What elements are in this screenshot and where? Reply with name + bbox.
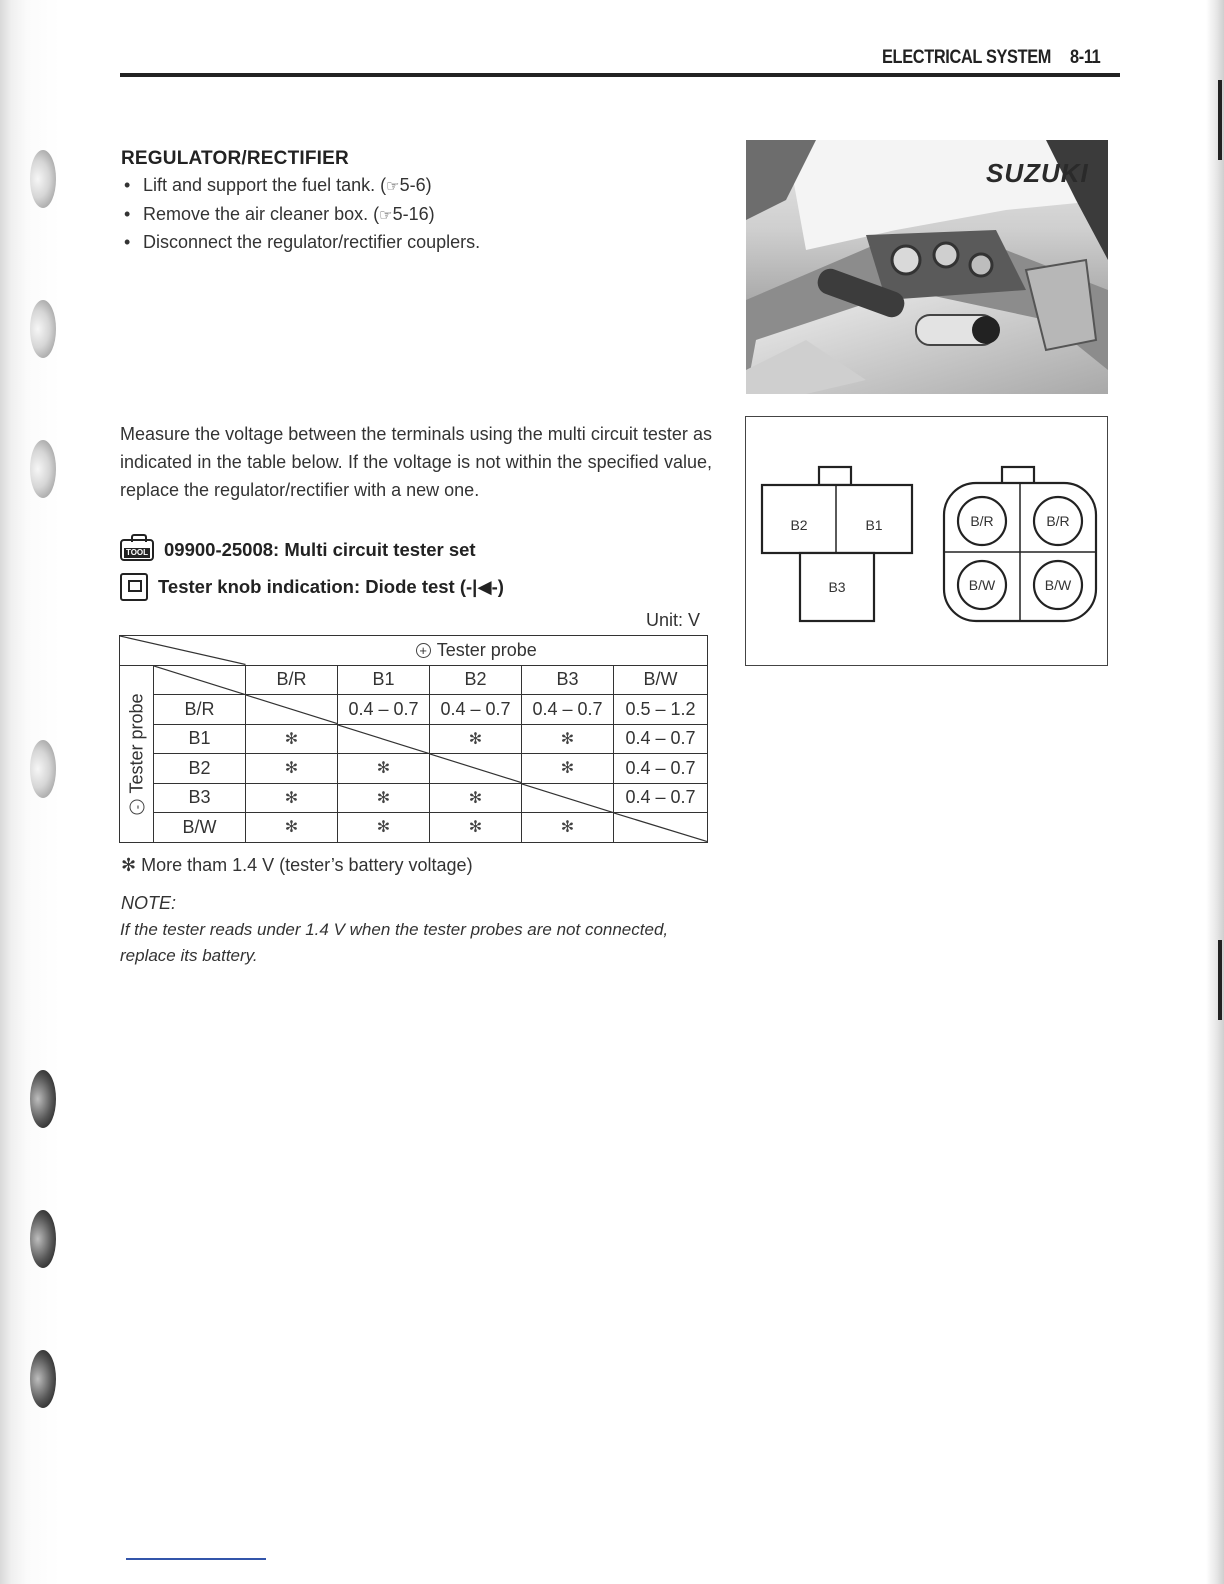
terminal-label: B3 xyxy=(828,579,846,595)
instruction-paragraph: Measure the voltage between the terminals using the multi circuit tester as indicated in the table below. If the voltage is not within the specified value, replace the regulator/rectifier with a new one. xyxy=(120,424,712,500)
punch-hole xyxy=(30,150,56,208)
value-cell: ✻ xyxy=(338,813,430,843)
punch-hole xyxy=(30,300,56,358)
value-cell: ✻ xyxy=(338,754,430,784)
knob-line: Tester knob indication: Diode test (-|◀-) xyxy=(120,573,504,601)
value-cell: ✻ xyxy=(246,813,338,843)
value-cell: 0.5 – 1.2 xyxy=(614,695,708,725)
regulator-photo xyxy=(746,140,1108,394)
punch-hole xyxy=(30,440,56,498)
step-item: • Remove the air cleaner box. (☞5-16) xyxy=(124,203,435,224)
punch-hole xyxy=(30,740,56,798)
value-cell: 0.4 – 0.7 xyxy=(338,695,430,725)
value-cell: ✻ xyxy=(246,724,338,754)
table-row xyxy=(120,754,708,784)
diagonal-cell xyxy=(246,695,338,725)
header-diagonal-cell xyxy=(154,665,246,695)
step-ref: 5-16 xyxy=(392,203,429,224)
terminal-label: B/W xyxy=(1044,577,1072,593)
page-header xyxy=(882,47,1100,69)
corner-cell xyxy=(120,636,246,666)
diagonal-cell xyxy=(522,783,614,813)
header-section: ELECTRICAL SYSTEM xyxy=(882,47,1052,68)
punch-hole xyxy=(30,1350,56,1408)
negative-probe-header: -Tester probe xyxy=(120,665,154,842)
section-title: REGULATOR/RECTIFIER xyxy=(121,148,349,169)
value-cell: ✻ xyxy=(246,783,338,813)
step-list xyxy=(124,172,480,257)
value-cell: ✻ xyxy=(522,813,614,843)
page-edge-mark xyxy=(1218,940,1222,1020)
tool-line xyxy=(120,539,476,561)
binder-edge xyxy=(0,0,60,1584)
punch-hole xyxy=(30,1070,56,1128)
col-header: B/W xyxy=(614,665,708,695)
col-header: B3 xyxy=(522,665,614,695)
row-header: B3 xyxy=(154,783,246,813)
photo-brand-text: SUZUKI xyxy=(986,158,1089,188)
coupler-terminals-diagram xyxy=(746,417,1106,664)
value-cell: 0.4 – 0.7 xyxy=(430,695,522,725)
page-edge-mark xyxy=(1218,80,1222,160)
terminal-label: B2 xyxy=(790,517,808,533)
value-cell: ✻ xyxy=(338,783,430,813)
unit-label: Unit: V xyxy=(646,610,701,630)
value-cell: ✻ xyxy=(430,813,522,843)
punch-hole xyxy=(30,1210,56,1268)
step-item: • Disconnect the regulator/rectifier couplers. xyxy=(124,232,481,252)
header-rule xyxy=(120,73,1120,77)
positive-probe-header: + Tester probe xyxy=(246,636,708,666)
diagonal-cell xyxy=(614,813,708,843)
knob-text: Tester knob indication: Diode test ( xyxy=(158,576,467,597)
diagonal-cell xyxy=(338,724,430,754)
note-text: If the tester reads under 1.4 V when the tester probes are not connected, replace its battery. xyxy=(120,920,669,965)
page-number: 8-11 xyxy=(1069,47,1101,68)
diagonal-cell xyxy=(430,754,522,784)
step-ref: 5-6 xyxy=(399,175,426,195)
row-header: B2 xyxy=(154,754,246,784)
row-header: B/W xyxy=(154,813,246,843)
value-cell: ✻ xyxy=(430,724,522,754)
value-cell: ✻ xyxy=(246,754,338,784)
tool-text: 09900-25008: Multi circuit tester set xyxy=(164,539,476,560)
table-row xyxy=(120,695,708,725)
table-row xyxy=(120,813,708,843)
reference-icon: ☞ xyxy=(379,206,393,224)
terminal-label: B/R xyxy=(1046,513,1070,529)
reference-icon: ☞ xyxy=(386,178,400,195)
value-cell: ✻ xyxy=(430,783,522,813)
diode-symbol: -|◀- xyxy=(466,576,498,597)
col-header: B2 xyxy=(430,665,522,695)
value-cell: ✻ xyxy=(522,724,614,754)
scan-artifact-line xyxy=(126,1558,266,1560)
value-cell: 0.4 – 0.7 xyxy=(614,783,708,813)
tester-knob-icon xyxy=(120,573,148,601)
terminal-label: B/R xyxy=(970,513,994,529)
row-header: B/R xyxy=(154,695,246,725)
col-header: B1 xyxy=(338,665,430,695)
page-edge-shadow xyxy=(1206,0,1224,1584)
value-cell: 0.4 – 0.7 xyxy=(614,754,708,784)
row-header: B1 xyxy=(154,724,246,754)
value-cell: 0.4 – 0.7 xyxy=(522,695,614,725)
voltage-table xyxy=(119,635,708,843)
terminal-label: B1 xyxy=(865,517,883,533)
connector-diagram xyxy=(745,416,1108,666)
terminal-label: B/W xyxy=(968,577,996,593)
col-header: B/R xyxy=(246,665,338,695)
note-label: NOTE: xyxy=(121,893,177,913)
table-row xyxy=(120,783,708,813)
footnote: ✻ More tham 1.4 V (tester’s battery voltage) xyxy=(121,855,473,875)
value-cell: ✻ xyxy=(522,754,614,784)
tool-icon: TOOL xyxy=(120,539,154,561)
value-cell: 0.4 – 0.7 xyxy=(614,724,708,754)
table-row xyxy=(120,724,708,754)
step-item: • Lift and support the fuel tank. (☞5-6) xyxy=(124,175,432,195)
